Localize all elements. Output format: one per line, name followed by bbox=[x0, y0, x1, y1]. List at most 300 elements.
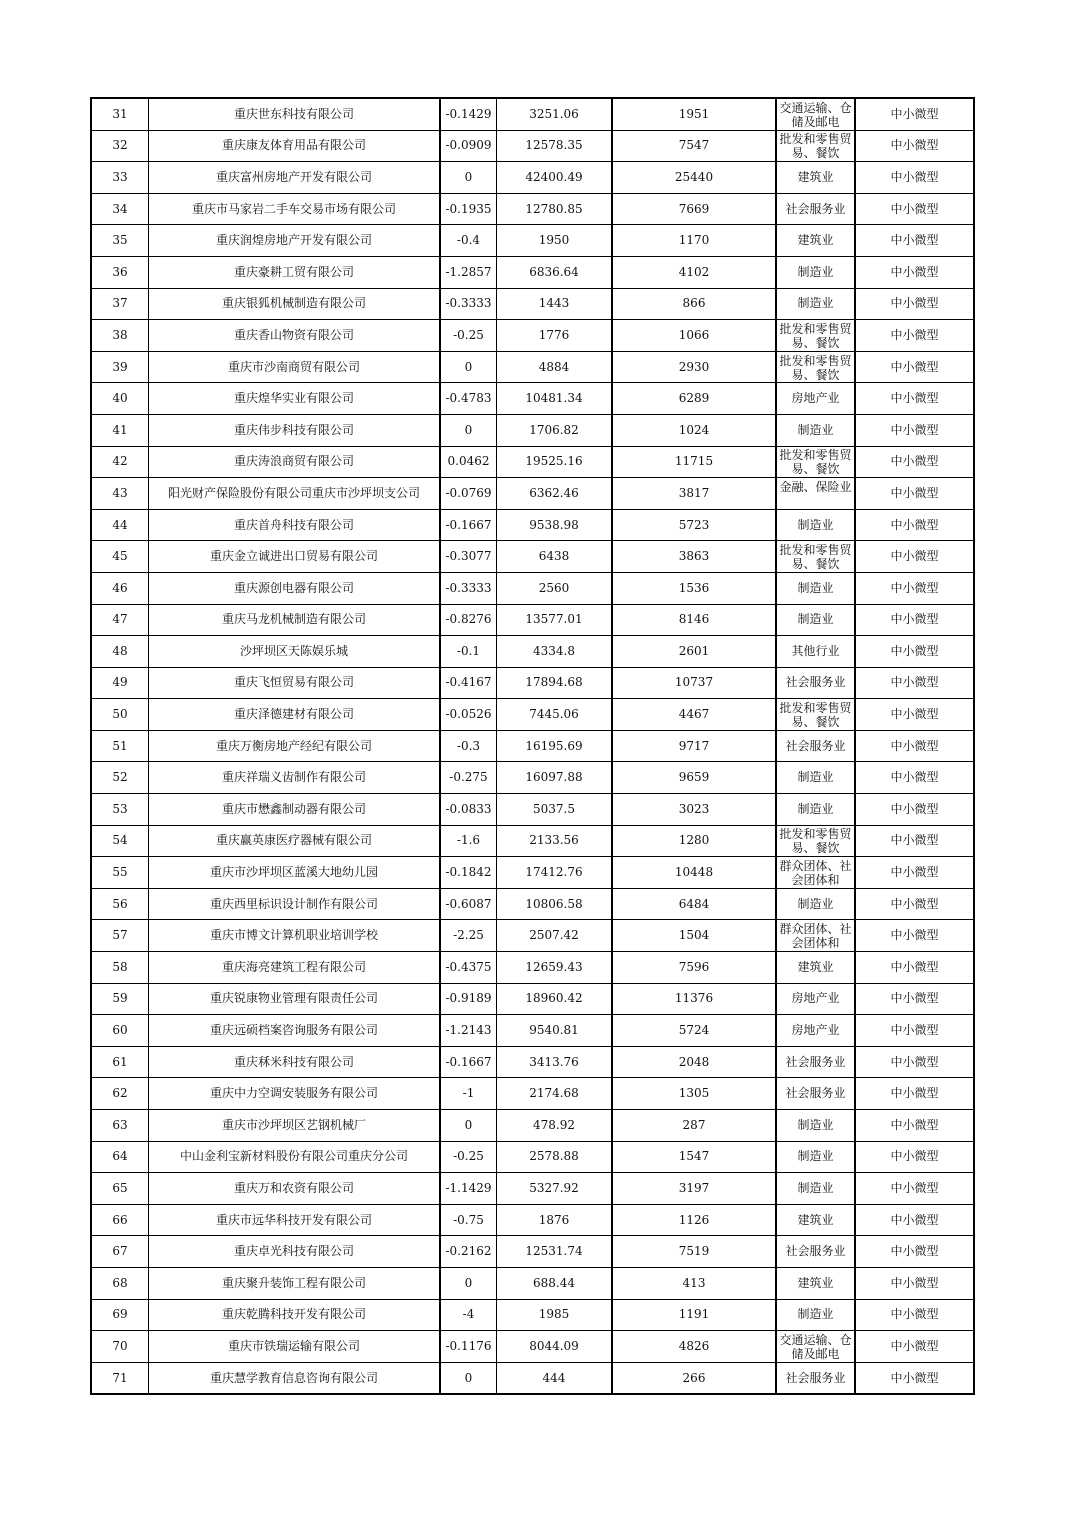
amount-cell: 16195.69 bbox=[497, 730, 613, 762]
company-name-cell: 重庆远硕档案咨询服务有限公司 bbox=[149, 1015, 441, 1047]
table-row bbox=[91, 888, 974, 920]
ratio-cell: -0.1935 bbox=[440, 193, 497, 225]
industry-text: 批发和零售贸易、餐饮 bbox=[779, 353, 852, 382]
amount-cell: 9538.98 bbox=[497, 509, 613, 541]
row-number-cell: 44 bbox=[91, 509, 149, 541]
enterprise-size-cell: 中小微型 bbox=[855, 1331, 974, 1363]
table-row bbox=[91, 225, 974, 257]
industry-cell: 社会服务业 bbox=[776, 193, 855, 225]
amount-cell: 17412.76 bbox=[497, 857, 613, 889]
company-name-cell: 重庆秝米科技有限公司 bbox=[149, 1046, 441, 1078]
company-name-cell: 重庆市懋鑫制动器有限公司 bbox=[149, 794, 441, 826]
table-row bbox=[91, 1141, 974, 1173]
count-cell: 10448 bbox=[612, 857, 776, 889]
ratio-cell: 0 bbox=[440, 1362, 497, 1394]
industry-cell bbox=[776, 351, 855, 383]
company-name-cell: 阳光财产保险股份有限公司重庆市沙坪坝支公司 bbox=[149, 478, 441, 510]
enterprise-size-cell: 中小微型 bbox=[855, 162, 974, 194]
company-name-cell: 重庆康友体育用品有限公司 bbox=[149, 130, 441, 162]
ratio-cell: -0.2162 bbox=[440, 1236, 497, 1268]
enterprise-size-cell: 中小微型 bbox=[855, 1015, 974, 1047]
count-cell: 2048 bbox=[612, 1046, 776, 1078]
company-name-cell: 中山金利宝新材料股份有限公司重庆分公司 bbox=[149, 1141, 441, 1173]
enterprise-size-cell: 中小微型 bbox=[855, 320, 974, 352]
industry-cell: 制造业 bbox=[776, 604, 855, 636]
industry-text: 批发和零售贸易、餐饮 bbox=[779, 321, 852, 350]
industry-text: 批发和零售贸易、餐饮 bbox=[779, 827, 852, 856]
industry-cell: 社会服务业 bbox=[776, 1078, 855, 1110]
amount-cell: 1776 bbox=[497, 320, 613, 352]
enterprise-size-cell: 中小微型 bbox=[855, 699, 974, 731]
amount-cell: 6836.64 bbox=[497, 256, 613, 288]
amount-cell: 8044.09 bbox=[497, 1331, 613, 1363]
industry-cell: 建筑业 bbox=[776, 1204, 855, 1236]
industry-cell: 社会服务业 bbox=[776, 1236, 855, 1268]
industry-cell: 建筑业 bbox=[776, 225, 855, 257]
amount-cell: 688.44 bbox=[497, 1267, 613, 1299]
count-cell: 5723 bbox=[612, 509, 776, 541]
enterprise-size-cell: 中小微型 bbox=[855, 1110, 974, 1142]
company-name-cell: 重庆富州房地产开发有限公司 bbox=[149, 162, 441, 194]
industry-cell bbox=[776, 478, 855, 510]
enterprise-size-cell: 中小微型 bbox=[855, 857, 974, 889]
company-name-cell: 重庆万和农资有限公司 bbox=[149, 1173, 441, 1205]
ratio-cell: -0.4783 bbox=[440, 383, 497, 415]
ratio-cell: -0.25 bbox=[440, 320, 497, 352]
enterprise-size-cell: 中小微型 bbox=[855, 478, 974, 510]
industry-text: 批发和零售贸易、餐饮 bbox=[779, 543, 852, 572]
count-cell: 1305 bbox=[612, 1078, 776, 1110]
ratio-cell: -1.2857 bbox=[440, 256, 497, 288]
count-cell: 10737 bbox=[612, 667, 776, 699]
industry-cell: 社会服务业 bbox=[776, 667, 855, 699]
table-row bbox=[91, 730, 974, 762]
row-number-cell: 65 bbox=[91, 1173, 149, 1205]
row-number-cell: 68 bbox=[91, 1267, 149, 1299]
company-name-cell: 重庆涛浪商贸有限公司 bbox=[149, 446, 441, 478]
table-body bbox=[91, 98, 974, 1394]
count-cell: 413 bbox=[612, 1267, 776, 1299]
count-cell: 6289 bbox=[612, 383, 776, 415]
ratio-cell: -0.0909 bbox=[440, 130, 497, 162]
company-name-cell: 重庆祥瑞义齿制作有限公司 bbox=[149, 762, 441, 794]
count-cell: 2930 bbox=[612, 351, 776, 383]
row-number-cell: 55 bbox=[91, 857, 149, 889]
count-cell: 6484 bbox=[612, 888, 776, 920]
row-number-cell: 52 bbox=[91, 762, 149, 794]
amount-cell: 6362.46 bbox=[497, 478, 613, 510]
row-number-cell: 53 bbox=[91, 794, 149, 826]
table-row bbox=[91, 1299, 974, 1331]
amount-cell: 12578.35 bbox=[497, 130, 613, 162]
count-cell: 3023 bbox=[612, 794, 776, 826]
table-row bbox=[91, 414, 974, 446]
enterprise-size-cell: 中小微型 bbox=[855, 636, 974, 668]
amount-cell: 12531.74 bbox=[497, 1236, 613, 1268]
enterprise-size-cell: 中小微型 bbox=[855, 983, 974, 1015]
table-row bbox=[91, 762, 974, 794]
ratio-cell: 0 bbox=[440, 1110, 497, 1142]
ratio-cell: -4 bbox=[440, 1299, 497, 1331]
amount-cell: 16097.88 bbox=[497, 762, 613, 794]
table-row bbox=[91, 604, 974, 636]
industry-cell: 制造业 bbox=[776, 288, 855, 320]
table-row bbox=[91, 351, 974, 383]
company-name-cell: 重庆市沙坪坝区艺钢机械厂 bbox=[149, 1110, 441, 1142]
count-cell: 5724 bbox=[612, 1015, 776, 1047]
industry-cell: 制造业 bbox=[776, 794, 855, 826]
row-number-cell: 69 bbox=[91, 1299, 149, 1331]
company-name-cell: 重庆马龙机械制造有限公司 bbox=[149, 604, 441, 636]
industry-cell bbox=[776, 857, 855, 889]
count-cell: 1170 bbox=[612, 225, 776, 257]
amount-cell: 18960.42 bbox=[497, 983, 613, 1015]
amount-cell: 1985 bbox=[497, 1299, 613, 1331]
company-name-cell: 重庆世东科技有限公司 bbox=[149, 98, 441, 130]
enterprise-size-cell: 中小微型 bbox=[855, 604, 974, 636]
table-row bbox=[91, 446, 974, 478]
count-cell: 11376 bbox=[612, 983, 776, 1015]
ratio-cell: -0.1 bbox=[440, 636, 497, 668]
company-name-cell: 重庆慧学教育信息咨询有限公司 bbox=[149, 1362, 441, 1394]
industry-cell: 制造业 bbox=[776, 256, 855, 288]
ratio-cell: -0.4375 bbox=[440, 952, 497, 984]
amount-cell: 3251.06 bbox=[497, 98, 613, 130]
company-name-cell: 重庆煌华实业有限公司 bbox=[149, 383, 441, 415]
industry-cell: 制造业 bbox=[776, 414, 855, 446]
amount-cell: 5327.92 bbox=[497, 1173, 613, 1205]
ratio-cell: -1.2143 bbox=[440, 1015, 497, 1047]
count-cell: 866 bbox=[612, 288, 776, 320]
company-name-cell: 重庆市博文计算机职业培训学校 bbox=[149, 920, 441, 952]
company-name-cell: 重庆西里标识设计制作有限公司 bbox=[149, 888, 441, 920]
amount-cell: 2578.88 bbox=[497, 1141, 613, 1173]
industry-cell: 制造业 bbox=[776, 572, 855, 604]
row-number-cell: 46 bbox=[91, 572, 149, 604]
table-row bbox=[91, 256, 974, 288]
ratio-cell: 0 bbox=[440, 414, 497, 446]
count-cell: 266 bbox=[612, 1362, 776, 1394]
amount-cell: 7445.06 bbox=[497, 699, 613, 731]
row-number-cell: 62 bbox=[91, 1078, 149, 1110]
row-number-cell: 39 bbox=[91, 351, 149, 383]
industry-cell: 建筑业 bbox=[776, 1267, 855, 1299]
amount-cell: 1876 bbox=[497, 1204, 613, 1236]
row-number-cell: 56 bbox=[91, 888, 149, 920]
amount-cell: 19525.16 bbox=[497, 446, 613, 478]
company-name-cell: 重庆源创电器有限公司 bbox=[149, 572, 441, 604]
ratio-cell: -0.1842 bbox=[440, 857, 497, 889]
row-number-cell: 64 bbox=[91, 1141, 149, 1173]
count-cell: 1504 bbox=[612, 920, 776, 952]
table-row bbox=[91, 162, 974, 194]
industry-cell bbox=[776, 920, 855, 952]
company-name-cell: 重庆伟步科技有限公司 bbox=[149, 414, 441, 446]
enterprise-size-cell: 中小微型 bbox=[855, 1267, 974, 1299]
table-row bbox=[91, 1078, 974, 1110]
table-row bbox=[91, 1173, 974, 1205]
ratio-cell: 0 bbox=[440, 162, 497, 194]
enterprise-size-cell: 中小微型 bbox=[855, 256, 974, 288]
row-number-cell: 63 bbox=[91, 1110, 149, 1142]
ratio-cell: -0.1667 bbox=[440, 509, 497, 541]
company-name-cell: 重庆市沙南商贸有限公司 bbox=[149, 351, 441, 383]
industry-cell bbox=[776, 541, 855, 573]
row-number-cell: 34 bbox=[91, 193, 149, 225]
amount-cell: 2507.42 bbox=[497, 920, 613, 952]
ratio-cell: -0.3333 bbox=[440, 288, 497, 320]
row-number-cell: 35 bbox=[91, 225, 149, 257]
count-cell: 9659 bbox=[612, 762, 776, 794]
table-row bbox=[91, 193, 974, 225]
enterprise-size-cell: 中小微型 bbox=[855, 888, 974, 920]
ratio-cell: -1.1429 bbox=[440, 1173, 497, 1205]
company-name-cell: 重庆飞恒贸易有限公司 bbox=[149, 667, 441, 699]
row-number-cell: 60 bbox=[91, 1015, 149, 1047]
ratio-cell: -0.4 bbox=[440, 225, 497, 257]
company-table bbox=[90, 97, 975, 1395]
table-row bbox=[91, 1236, 974, 1268]
table-row bbox=[91, 825, 974, 857]
enterprise-size-cell: 中小微型 bbox=[855, 794, 974, 826]
count-cell: 8146 bbox=[612, 604, 776, 636]
company-name-cell: 重庆豪耕工贸有限公司 bbox=[149, 256, 441, 288]
ratio-cell: -0.8276 bbox=[440, 604, 497, 636]
row-number-cell: 58 bbox=[91, 952, 149, 984]
count-cell: 1951 bbox=[612, 98, 776, 130]
amount-cell: 4334.8 bbox=[497, 636, 613, 668]
enterprise-size-cell: 中小微型 bbox=[855, 1236, 974, 1268]
industry-cell bbox=[776, 130, 855, 162]
row-number-cell: 54 bbox=[91, 825, 149, 857]
row-number-cell: 61 bbox=[91, 1046, 149, 1078]
table-row bbox=[91, 699, 974, 731]
amount-cell: 3413.76 bbox=[497, 1046, 613, 1078]
row-number-cell: 36 bbox=[91, 256, 149, 288]
amount-cell: 6438 bbox=[497, 541, 613, 573]
row-number-cell: 37 bbox=[91, 288, 149, 320]
ratio-cell: -1.6 bbox=[440, 825, 497, 857]
row-number-cell: 43 bbox=[91, 478, 149, 510]
row-number-cell: 31 bbox=[91, 98, 149, 130]
count-cell: 1547 bbox=[612, 1141, 776, 1173]
table-row bbox=[91, 509, 974, 541]
table-row bbox=[91, 667, 974, 699]
row-number-cell: 50 bbox=[91, 699, 149, 731]
industry-text: 金融、保险业 bbox=[779, 479, 852, 494]
company-name-cell: 重庆海亮建筑工程有限公司 bbox=[149, 952, 441, 984]
company-name-cell: 重庆金立诚进出口贸易有限公司 bbox=[149, 541, 441, 573]
industry-text: 群众团体、社会团体和 bbox=[779, 859, 852, 888]
table-row bbox=[91, 1046, 974, 1078]
row-number-cell: 41 bbox=[91, 414, 149, 446]
row-number-cell: 71 bbox=[91, 1362, 149, 1394]
amount-cell: 10806.58 bbox=[497, 888, 613, 920]
table-row bbox=[91, 541, 974, 573]
enterprise-size-cell: 中小微型 bbox=[855, 446, 974, 478]
table-row bbox=[91, 1362, 974, 1394]
row-number-cell: 48 bbox=[91, 636, 149, 668]
count-cell: 3817 bbox=[612, 478, 776, 510]
company-name-cell: 重庆万衡房地产经纪有限公司 bbox=[149, 730, 441, 762]
count-cell: 287 bbox=[612, 1110, 776, 1142]
row-number-cell: 49 bbox=[91, 667, 149, 699]
enterprise-size-cell: 中小微型 bbox=[855, 1299, 974, 1331]
industry-cell: 制造业 bbox=[776, 1110, 855, 1142]
enterprise-size-cell: 中小微型 bbox=[855, 1046, 974, 1078]
industry-cell: 制造业 bbox=[776, 1141, 855, 1173]
industry-cell: 房地产业 bbox=[776, 383, 855, 415]
company-name-cell: 重庆市远华科技开发有限公司 bbox=[149, 1204, 441, 1236]
ratio-cell: -0.4167 bbox=[440, 667, 497, 699]
ratio-cell: -0.25 bbox=[440, 1141, 497, 1173]
count-cell: 11715 bbox=[612, 446, 776, 478]
ratio-cell: -0.0833 bbox=[440, 794, 497, 826]
industry-cell: 房地产业 bbox=[776, 983, 855, 1015]
ratio-cell: 0 bbox=[440, 1267, 497, 1299]
table-row bbox=[91, 1110, 974, 1142]
ratio-cell: -0.1176 bbox=[440, 1331, 497, 1363]
industry-cell: 建筑业 bbox=[776, 952, 855, 984]
enterprise-size-cell: 中小微型 bbox=[855, 193, 974, 225]
enterprise-size-cell: 中小微型 bbox=[855, 383, 974, 415]
industry-cell: 建筑业 bbox=[776, 162, 855, 194]
ratio-cell: -0.3 bbox=[440, 730, 497, 762]
company-name-cell: 重庆润煌房地产开发有限公司 bbox=[149, 225, 441, 257]
company-name-cell: 重庆锐康物业管理有限责任公司 bbox=[149, 983, 441, 1015]
ratio-cell: 0 bbox=[440, 351, 497, 383]
row-number-cell: 70 bbox=[91, 1331, 149, 1363]
enterprise-size-cell: 中小微型 bbox=[855, 1173, 974, 1205]
count-cell: 4467 bbox=[612, 699, 776, 731]
industry-cell: 其他行业 bbox=[776, 636, 855, 668]
industry-text: 交通运输、仓储及邮电 bbox=[779, 100, 852, 129]
table-row bbox=[91, 572, 974, 604]
industry-text: 批发和零售贸易、餐饮 bbox=[779, 701, 852, 730]
table-row bbox=[91, 857, 974, 889]
row-number-cell: 33 bbox=[91, 162, 149, 194]
company-name-cell: 重庆市沙坪坝区蓝溪大地幼儿园 bbox=[149, 857, 441, 889]
enterprise-size-cell: 中小微型 bbox=[855, 667, 974, 699]
industry-cell: 制造业 bbox=[776, 1173, 855, 1205]
company-name-cell: 重庆卓光科技有限公司 bbox=[149, 1236, 441, 1268]
enterprise-size-cell: 中小微型 bbox=[855, 762, 974, 794]
table-row bbox=[91, 98, 974, 130]
amount-cell: 12780.85 bbox=[497, 193, 613, 225]
industry-cell: 社会服务业 bbox=[776, 1362, 855, 1394]
row-number-cell: 42 bbox=[91, 446, 149, 478]
industry-cell: 社会服务业 bbox=[776, 1046, 855, 1078]
enterprise-size-cell: 中小微型 bbox=[855, 509, 974, 541]
row-number-cell: 45 bbox=[91, 541, 149, 573]
count-cell: 7669 bbox=[612, 193, 776, 225]
ratio-cell: -0.6087 bbox=[440, 888, 497, 920]
amount-cell: 2174.68 bbox=[497, 1078, 613, 1110]
table-row bbox=[91, 983, 974, 1015]
ratio-cell: -1 bbox=[440, 1078, 497, 1110]
count-cell: 4102 bbox=[612, 256, 776, 288]
company-name-cell: 重庆市马家岩二手车交易市场有限公司 bbox=[149, 193, 441, 225]
enterprise-size-cell: 中小微型 bbox=[855, 920, 974, 952]
enterprise-size-cell: 中小微型 bbox=[855, 351, 974, 383]
enterprise-size-cell: 中小微型 bbox=[855, 414, 974, 446]
ratio-cell: -0.1429 bbox=[440, 98, 497, 130]
industry-cell bbox=[776, 699, 855, 731]
row-number-cell: 32 bbox=[91, 130, 149, 162]
row-number-cell: 38 bbox=[91, 320, 149, 352]
company-name-cell: 沙坪坝区天陈娱乐城 bbox=[149, 636, 441, 668]
row-number-cell: 40 bbox=[91, 383, 149, 415]
count-cell: 4826 bbox=[612, 1331, 776, 1363]
enterprise-size-cell: 中小微型 bbox=[855, 1204, 974, 1236]
amount-cell: 5037.5 bbox=[497, 794, 613, 826]
count-cell: 1066 bbox=[612, 320, 776, 352]
amount-cell: 444 bbox=[497, 1362, 613, 1394]
company-name-cell: 重庆市铁瑞运输有限公司 bbox=[149, 1331, 441, 1363]
count-cell: 1024 bbox=[612, 414, 776, 446]
ratio-cell: -0.3333 bbox=[440, 572, 497, 604]
count-cell: 3863 bbox=[612, 541, 776, 573]
table-row bbox=[91, 1267, 974, 1299]
amount-cell: 4884 bbox=[497, 351, 613, 383]
enterprise-size-cell: 中小微型 bbox=[855, 1141, 974, 1173]
amount-cell: 1443 bbox=[497, 288, 613, 320]
table-row bbox=[91, 478, 974, 510]
count-cell: 9717 bbox=[612, 730, 776, 762]
table-row bbox=[91, 288, 974, 320]
company-name-cell: 重庆中力空调安装服务有限公司 bbox=[149, 1078, 441, 1110]
enterprise-size-cell: 中小微型 bbox=[855, 1362, 974, 1394]
amount-cell: 10481.34 bbox=[497, 383, 613, 415]
enterprise-size-cell: 中小微型 bbox=[855, 952, 974, 984]
table-row bbox=[91, 1331, 974, 1363]
company-name-cell: 重庆银狐机械制造有限公司 bbox=[149, 288, 441, 320]
table-row bbox=[91, 636, 974, 668]
industry-cell: 制造业 bbox=[776, 888, 855, 920]
enterprise-size-cell: 中小微型 bbox=[855, 730, 974, 762]
count-cell: 1280 bbox=[612, 825, 776, 857]
amount-cell: 42400.49 bbox=[497, 162, 613, 194]
ratio-cell: -0.0769 bbox=[440, 478, 497, 510]
count-cell: 7519 bbox=[612, 1236, 776, 1268]
amount-cell: 1950 bbox=[497, 225, 613, 257]
company-name-cell: 重庆首舟科技有限公司 bbox=[149, 509, 441, 541]
amount-cell: 9540.81 bbox=[497, 1015, 613, 1047]
amount-cell: 1706.82 bbox=[497, 414, 613, 446]
count-cell: 1126 bbox=[612, 1204, 776, 1236]
company-name-cell: 重庆泽德建材有限公司 bbox=[149, 699, 441, 731]
ratio-cell: -2.25 bbox=[440, 920, 497, 952]
enterprise-size-cell: 中小微型 bbox=[855, 572, 974, 604]
row-number-cell: 66 bbox=[91, 1204, 149, 1236]
enterprise-size-cell: 中小微型 bbox=[855, 288, 974, 320]
ratio-cell: -0.75 bbox=[440, 1204, 497, 1236]
enterprise-size-cell: 中小微型 bbox=[855, 1078, 974, 1110]
industry-text: 批发和零售贸易、餐饮 bbox=[779, 132, 852, 161]
industry-cell bbox=[776, 446, 855, 478]
table-row bbox=[91, 1204, 974, 1236]
industry-cell: 制造业 bbox=[776, 762, 855, 794]
amount-cell: 17894.68 bbox=[497, 667, 613, 699]
count-cell: 2601 bbox=[612, 636, 776, 668]
row-number-cell: 47 bbox=[91, 604, 149, 636]
table-row bbox=[91, 952, 974, 984]
ratio-cell: -0.0526 bbox=[440, 699, 497, 731]
table-row bbox=[91, 794, 974, 826]
industry-cell: 制造业 bbox=[776, 509, 855, 541]
company-name-cell: 重庆赢英康医疗器械有限公司 bbox=[149, 825, 441, 857]
table-row bbox=[91, 383, 974, 415]
